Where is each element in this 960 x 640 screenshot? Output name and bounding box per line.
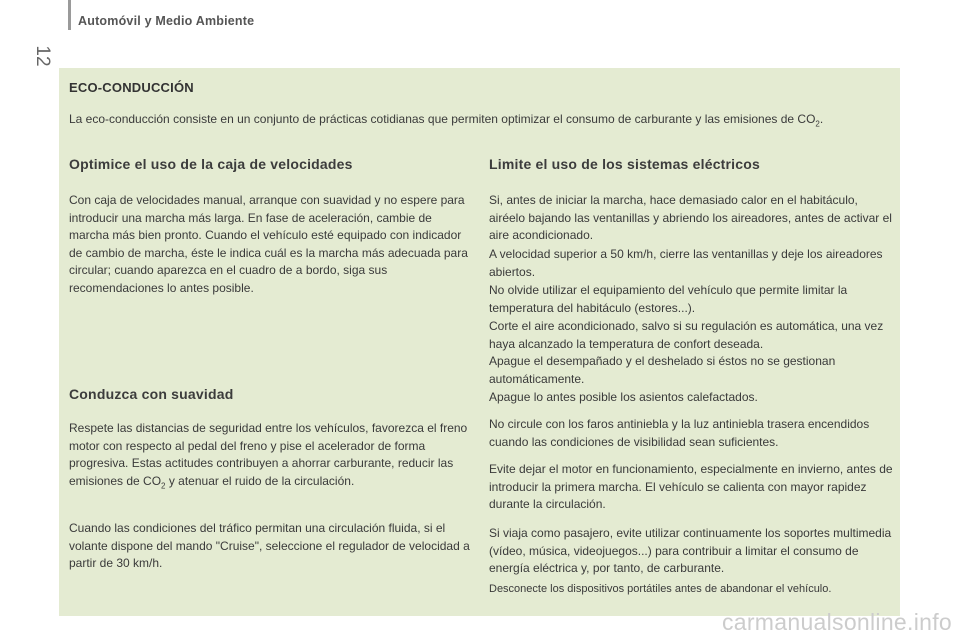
intro-text: La eco-conducción consiste en un conjunto de prácticas cotidianas que permiten optimizar el consumo de carburante y las emisiones de CO: [69, 112, 816, 126]
electric-paragraph-8: Evite dejar el motor en funcionamiento, especialmente en invierno, antes de introducir la primera marcha. El vehículo se calienta con mayor rapidez durante la circulación.: [489, 462, 893, 511]
page-number: 12: [32, 45, 53, 67]
electric-paragraph-4: Corte el aire acondicionado, salvo si su regulación es automática, una vez haya alcanzado la temperatura de confort deseada.: [489, 319, 884, 351]
electric-paragraph-10: Desconecte los dispositivos portátiles antes de abandonar el vehículo.: [489, 583, 832, 595]
intro-subscript: 2: [815, 119, 820, 129]
intro-end: .: [819, 112, 824, 126]
electric-paragraph-2: A velocidad superior a 50 km/h, cierre las ventanillas y deje los aireadores abiertos.: [489, 247, 883, 279]
eco-driving-panel: [59, 68, 900, 616]
watermark: carmanualsonline.info: [721, 609, 952, 635]
co2-subscript: 2: [161, 480, 166, 490]
header-accent-bar: [68, 0, 71, 30]
electric-paragraph-5: Apague el desempañado y el deshelado si éstos no se gestionan automáticamente.: [489, 354, 836, 386]
gearbox-heading: Optimice el uso de la caja de velocidades: [69, 156, 353, 172]
intro-paragraph: [69, 110, 891, 129]
smooth-driving-paragraph-1: [69, 420, 474, 490]
electric-paragraph-9: Si viaja como pasajero, evite utilizar continuamente los soportes multimedia (vídeo, música, videojuegos...) para contribuir a limitar el consumo de energía eléctrica y, por tanto, de carburante.: [489, 526, 892, 575]
smooth-text-part-2: y atenuar el ruido de la circulación.: [165, 473, 355, 488]
electric-paragraph-3: No olvide utilizar el equipamiento del vehículo que permite limitar la temperatura del habitáculo (estores...).: [489, 283, 848, 315]
electric-paragraph-7: No circule con los faros antiniebla y la luz antiniebla trasera encendidos cuando las condiciones de visibilidad sean suficientes.: [489, 417, 870, 449]
electric-paragraph-6: Apague lo antes posible los asientos calefactados.: [489, 390, 758, 404]
gearbox-paragraph: Con caja de velocidades manual, arranque con suavidad y no espere para introducir una marcha más larga. En fase de aceleración, cambie de marcha más bien pronto. Cuando el vehículo esté equipado con indicador de cambio de marcha, éste le indica cuál es la marcha más adecuada para circular; cuando aparezca en el cuadro de a bordo, siga sus recomendaciones lo antes posible.: [69, 193, 468, 295]
electric-paragraph-1: Si, antes de iniciar la marcha, hace demasiado calor en el habitáculo, airéelo bajando las ventanillas y abriendo los aireadores, antes de activar el aire acondicionado.: [489, 193, 892, 242]
smooth-driving-paragraph-2: Cuando las condiciones del tráfico permitan una circulación fluida, si el volante dispone del mando "Cruise", seleccione el regulador de velocidad a partir de 30 km/h.: [69, 521, 470, 570]
smooth-text-part-1: Respete las distancias de seguridad entre los vehículos, favorezca el freno motor con respecto al pedal del freno y pise el acelerador de forma progresiva. Estas actitudes contribuyen a ahorrar carburante, reducir las emisiones de CO: [69, 421, 468, 488]
electric-systems-heading: Limite el uso de los sistemas eléctricos: [489, 156, 760, 172]
panel-title: ECO-CONDUCCIÓN: [69, 80, 194, 95]
smooth-driving-heading: Conduzca con suavidad: [69, 386, 234, 402]
section-header: Automóvil y Medio Ambiente: [78, 14, 255, 28]
